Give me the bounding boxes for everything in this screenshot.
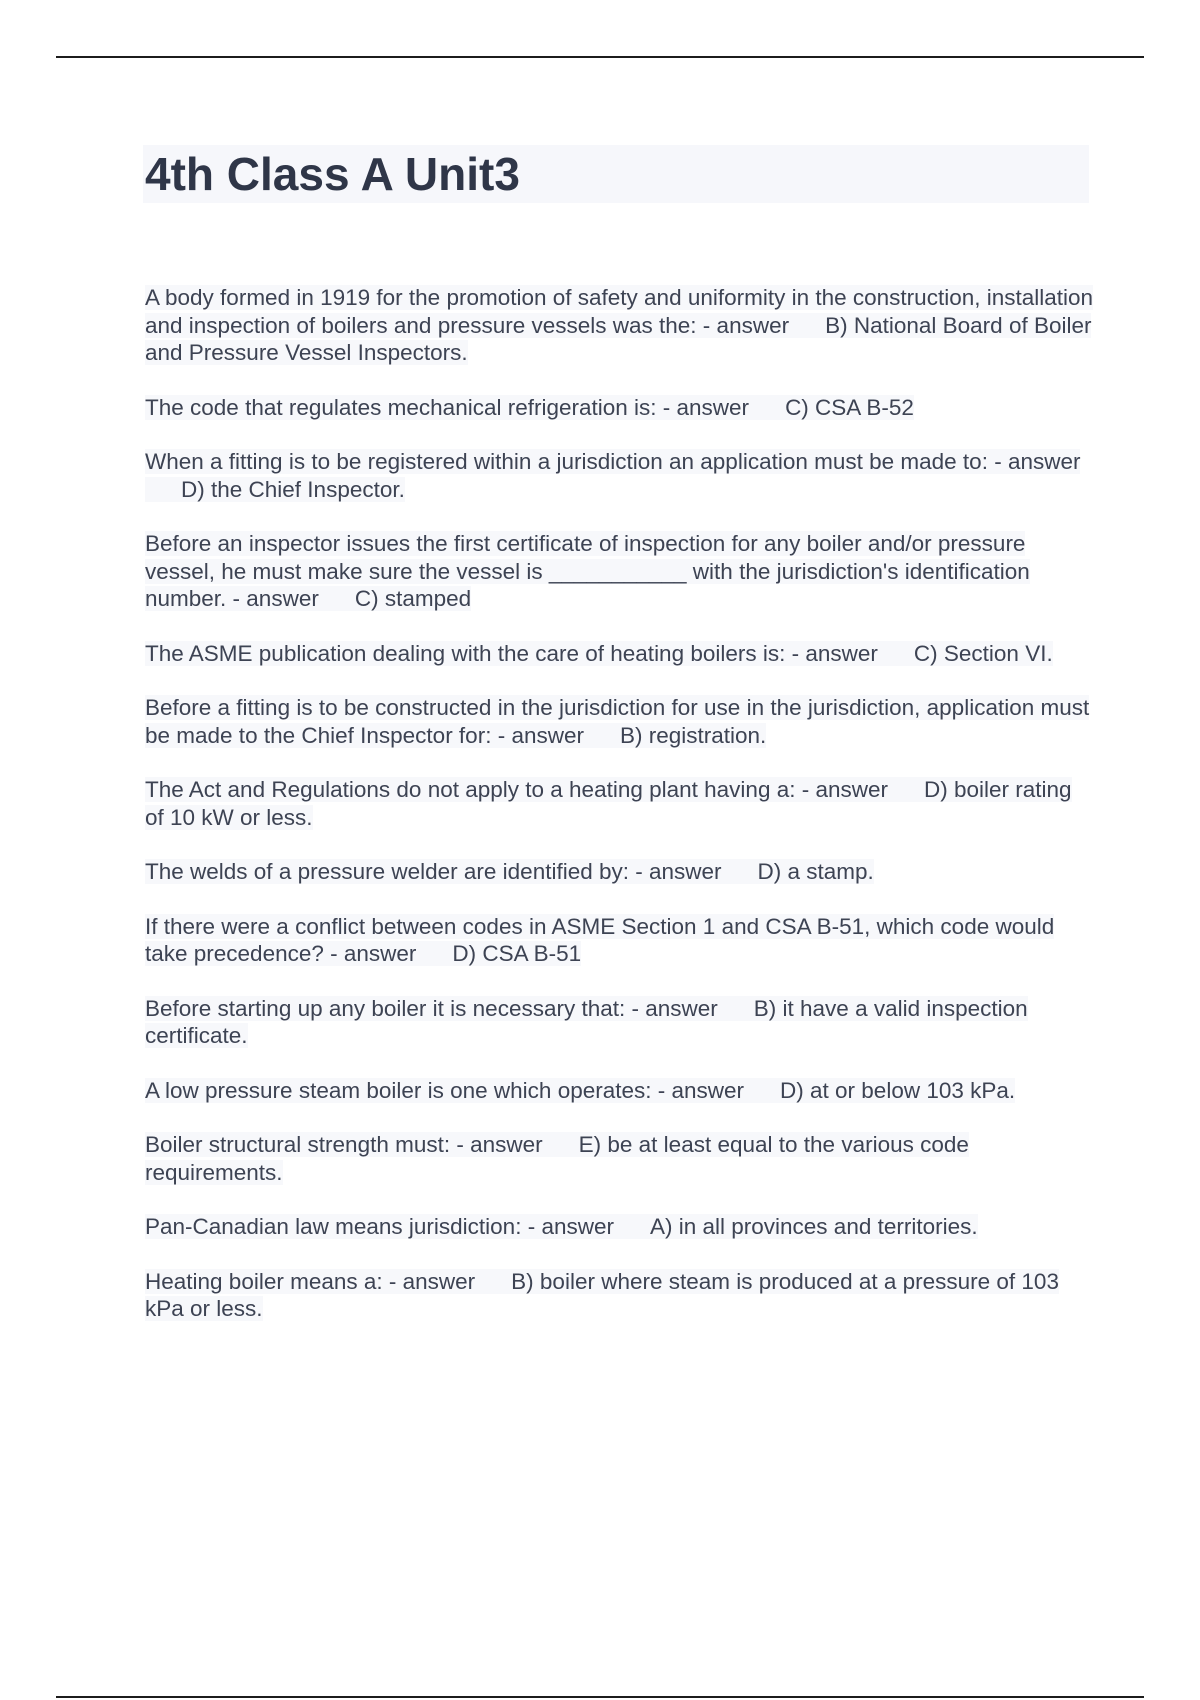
qa-item bbox=[145, 448, 1095, 503]
qa-item bbox=[145, 1131, 1095, 1186]
qa-item bbox=[145, 284, 1095, 367]
question-text: Pan-Canadian law means jurisdiction: - answer bbox=[145, 1214, 614, 1239]
question-text: Before an inspector issues the first certificate of inspection for any boiler and/or pressure vessel, he must make sure the vessel is ___________ with the jurisdiction's identification number. - answer bbox=[145, 531, 1030, 611]
page-title: 4th Class A Unit3 bbox=[145, 148, 520, 200]
qa-item bbox=[145, 776, 1095, 831]
qa-item bbox=[145, 694, 1095, 749]
question-text: Before starting up any boiler it is necessary that: - answer bbox=[145, 995, 718, 1021]
answer-text: D) the Chief Inspector. bbox=[181, 476, 405, 502]
answer-text: A) in all provinces and territories. bbox=[649, 1214, 978, 1239]
qa-item bbox=[145, 1268, 1095, 1323]
answer-text: B) boiler where steam is produced at a pressure of 103 kPa or less. bbox=[145, 1268, 1059, 1321]
question-text: Before a fitting is to be constructed in the jurisdiction for use in the jurisdiction, application must be made to the Chief Inspector for: - answer bbox=[145, 695, 1090, 748]
qa-item bbox=[145, 640, 1095, 668]
answer-text: D) CSA B-51 bbox=[452, 941, 582, 966]
question-text: A body formed in 1919 for the promotion of safety and uniformity in the construction, installation and inspection of boilers and pressure vessels was the: - answer bbox=[145, 285, 1094, 338]
qa-item bbox=[145, 394, 1095, 422]
question-text: If there were a conflict between codes in ASME Section 1 and CSA B-51, which code would take precedence? - answer bbox=[145, 913, 1055, 966]
question-text: The welds of a pressure welder are identified by: - answer bbox=[145, 859, 722, 884]
qa-item bbox=[145, 858, 1095, 886]
question-text: A low pressure steam boiler is one which operates: - answer bbox=[145, 1077, 745, 1103]
answer-text: C) stamped bbox=[354, 586, 472, 611]
qa-item bbox=[145, 1213, 1095, 1241]
answer-text: D) a stamp. bbox=[757, 859, 874, 884]
question-text: The ASME publication dealing with the care of heating boilers is: - answer bbox=[145, 640, 878, 666]
question-text: Heating boiler means a: - answer bbox=[145, 1268, 476, 1294]
question-text: The code that regulates mechanical refrigeration is: - answer bbox=[145, 394, 750, 420]
answer-text: C) CSA B-52 bbox=[785, 394, 914, 420]
answer-text: C) Section VI. bbox=[913, 640, 1053, 666]
question-text: When a fitting is to be registered within a jurisdiction an application must be made to: - answer bbox=[145, 449, 1081, 474]
question-text: The Act and Regulations do not apply to a heating plant having a: - answer bbox=[145, 777, 888, 802]
answer-text: D) boiler rating of 10 kW or less. bbox=[145, 777, 1072, 830]
top-rule bbox=[56, 56, 1144, 58]
answer-text: B) registration. bbox=[619, 722, 767, 748]
qa-item bbox=[145, 995, 1095, 1050]
question-text: Boiler structural strength must: - answer bbox=[145, 1132, 543, 1157]
answer-text: E) be at least equal to the various code requirements. bbox=[145, 1132, 969, 1185]
qa-item bbox=[145, 913, 1095, 968]
answer-text: D) at or below 103 kPa. bbox=[780, 1077, 1016, 1103]
answer-text: B) it have a valid inspection certificate. bbox=[145, 995, 1028, 1048]
qa-item bbox=[145, 530, 1095, 613]
qa-list bbox=[145, 284, 1095, 1350]
bottom-rule bbox=[56, 1696, 1144, 1698]
answer-text: B) National Board of Boiler and Pressure Vessel Inspectors. bbox=[145, 312, 1092, 365]
qa-item bbox=[145, 1077, 1095, 1105]
